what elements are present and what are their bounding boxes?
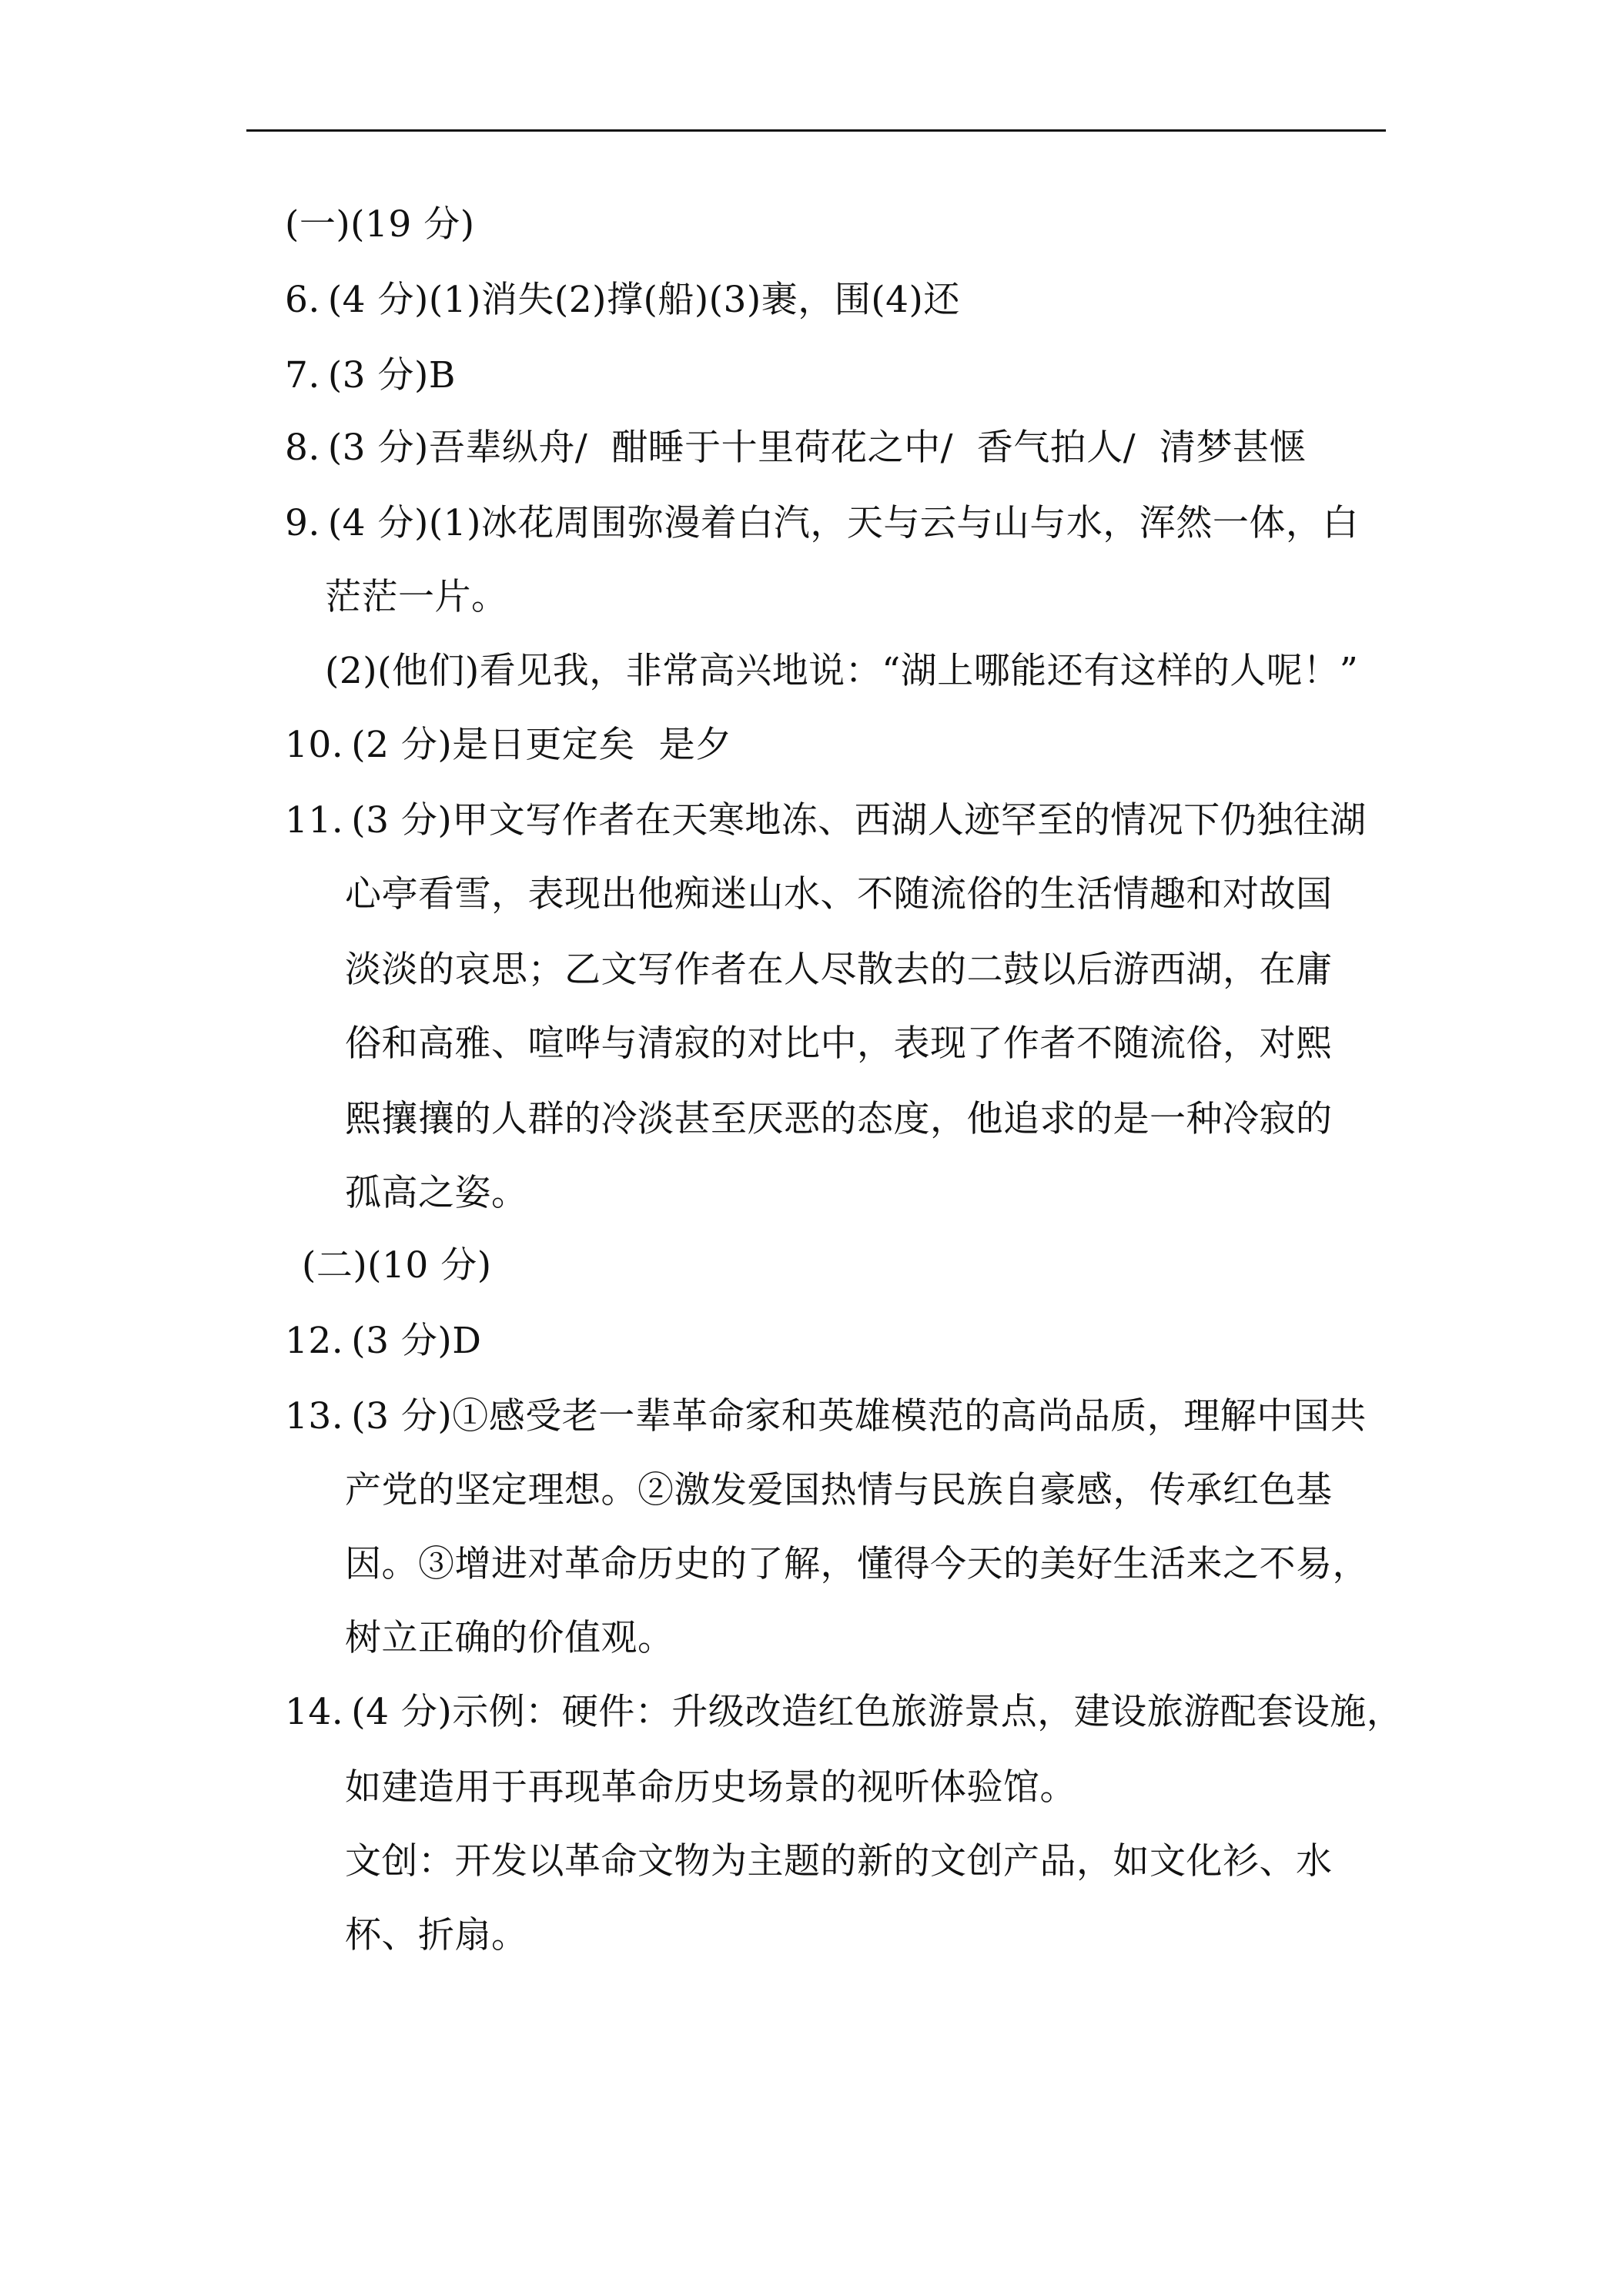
answer-14-number: 14. xyxy=(285,1691,344,1733)
answer-13 xyxy=(285,1394,1367,1440)
answer-12 xyxy=(285,1318,481,1364)
answer-9-line-2: 茫茫一片。 xyxy=(325,576,508,618)
answer-7 xyxy=(285,353,456,399)
answer-9-text: (4 分)(1)冰花周围弥漫着白汽，天与云与山与水，浑然一体，白 xyxy=(327,502,1359,544)
answer-13-line-2: 产党的坚定理想。②激发爱国热情与民族自豪感，传承红色基 xyxy=(345,1469,1333,1511)
answer-6-text: (4 分)(1)消失(2)撑(船)(3)裹，围(4)还 xyxy=(327,279,960,321)
section-heading-1-text: (一)(19 分) xyxy=(285,203,475,246)
answer-14 xyxy=(285,1689,1403,1735)
answer-9-line-3: (2)(他们)看见我，非常高兴地说：“湖上哪能还有这样的人呢！” xyxy=(325,650,1359,692)
answer-8 xyxy=(285,425,1306,471)
answer-11-line-4: 俗和高雅、喧哗与清寂的对比中，表现了作者不随流俗，对熙 xyxy=(345,1022,1333,1065)
answer-11-line-3: 淡淡的哀思；乙文写作者在人尽散去的二鼓以后游西湖，在庸 xyxy=(345,949,1333,991)
answer-6 xyxy=(285,277,960,323)
answer-11 xyxy=(285,798,1367,844)
answer-11-number: 11. xyxy=(285,799,344,842)
answer-13-number: 13. xyxy=(285,1395,344,1438)
answer-11-text: (3 分)甲文写作者在天寒地冻、西湖人迹罕至的情况下仍独往湖 xyxy=(351,799,1367,842)
answer-12-text: (3 分)D xyxy=(351,1320,482,1362)
section-heading-1 xyxy=(285,202,475,248)
answer-9 xyxy=(285,500,1359,547)
answer-14-line-2: 如建造用于再现革命历史场景的视听体验馆。 xyxy=(345,1766,1076,1809)
answer-14-line-3: 文创：开发以革命文物为主题的新的文创产品，如文化衫、水 xyxy=(345,1840,1333,1883)
answer-14-line-4: 杯、折扇。 xyxy=(345,1914,528,1956)
answer-6-number: 6. xyxy=(285,279,320,321)
answer-10 xyxy=(285,722,732,768)
section-heading-2-text: (二)(10 分) xyxy=(302,1244,492,1287)
answer-11-line-5: 熙攘攘的人群的冷淡甚至厌恶的态度，他追求的是一种冷寂的 xyxy=(345,1098,1333,1140)
answer-13-line-4: 树立正确的价值观。 xyxy=(345,1617,674,1659)
answer-9-number: 9. xyxy=(285,502,320,544)
answer-10-text: (2 分)是日更定矣 是夕 xyxy=(351,724,732,766)
answer-8-text: (3 分)吾辈纵舟/ 酣睡于十里荷花之中/ 香气拍人/ 清梦甚惬 xyxy=(327,427,1307,469)
answer-10-number: 10. xyxy=(285,724,344,766)
answer-13-line-3: 因。③增进对革命历史的了解，懂得今天的美好生活来之不易， xyxy=(345,1543,1369,1585)
answer-12-number: 12. xyxy=(285,1320,344,1362)
answer-11-line-6: 孤高之姿。 xyxy=(345,1172,528,1214)
answer-14-text: (4 分)示例：硬件：升级改造红色旅游景点，建设旅游配套设施， xyxy=(351,1691,1404,1733)
answer-7-number: 7. xyxy=(285,354,320,397)
answer-11-line-2: 心亭看雪，表现出他痴迷山水、不随流俗的生活情趣和对故国 xyxy=(345,873,1333,915)
answer-7-text: (3 分)B xyxy=(327,354,456,397)
answer-13-text: (3 分)①感受老一辈革命家和英雄模范的高尚品质，理解中国共 xyxy=(351,1395,1367,1438)
answer-8-number: 8. xyxy=(285,427,320,469)
section-heading-2 xyxy=(302,1243,492,1289)
